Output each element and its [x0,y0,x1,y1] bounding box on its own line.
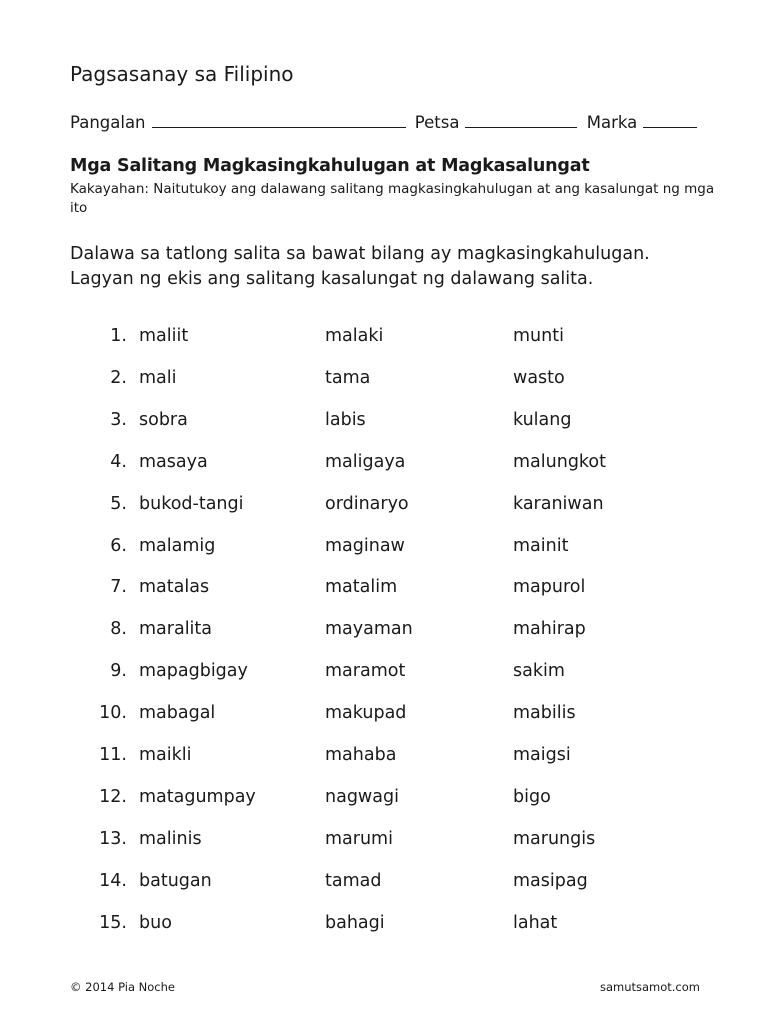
grade-blank[interactable] [643,113,697,128]
list-item [0,326,768,350]
word-choice-3[interactable]: malungkot [513,451,607,472]
skill-description: Kakayahan: Naitutukoy ang dalawang salitang magkasingkahulugan at ang kasalungat ng mga ito [70,181,715,216]
word-choice-1[interactable]: mapagbigay [139,661,248,682]
list-item [0,913,768,937]
item-number: 6. [110,535,127,556]
word-choice-3[interactable]: kulang [513,409,572,430]
word-choice-3[interactable]: maigsi [513,745,571,765]
word-choice-2[interactable]: marumi [325,828,393,849]
list-item [0,703,768,727]
word-choice-1[interactable]: batugan [139,870,212,891]
word-choice-2[interactable]: tamad [325,870,382,891]
list-item [0,494,768,518]
word-choice-3[interactable]: marungis [513,828,596,849]
word-choice-3[interactable]: masipag [513,870,588,891]
date-blank[interactable] [465,113,577,128]
item-number: 10. [99,703,127,724]
list-item [0,871,768,895]
word-choice-3[interactable]: mapurol [513,577,586,598]
word-choice-3[interactable]: lahat [513,912,558,933]
word-choice-3[interactable]: sakim [513,661,565,682]
copyright-notice: © 2014 Pia Noche [70,980,175,994]
word-choice-1[interactable]: matalas [139,577,210,598]
grade-label: Marka [586,113,638,132]
word-choice-2[interactable]: malaki [325,326,384,346]
word-choice-3[interactable]: mainit [513,535,569,556]
item-number: 11. [99,745,127,765]
list-item [0,410,768,434]
item-number: 2. [110,367,127,388]
word-choice-3[interactable]: munti [513,326,564,346]
list-item [0,368,768,392]
section-heading: Mga Salitang Magkasingkahulugan at Magkasalungat [70,156,590,176]
word-choice-3[interactable]: karaniwan [513,493,604,514]
word-choice-2[interactable]: ordinaryo [325,493,409,514]
name-label: Pangalan [70,113,146,132]
word-choice-1[interactable]: malamig [139,535,216,556]
word-choice-1[interactable]: bukod-tangi [139,493,244,514]
item-number: 14. [99,870,127,891]
item-number: 5. [110,493,127,514]
instructions: Dalawa sa tatlong salita sa bawat bilang ay magkasingkahulugan. Lagyan ng ekis ang salitang kasalungat ng dalawang salita. [70,244,650,289]
list-item [0,619,768,643]
word-choice-2[interactable]: tama [325,367,371,388]
item-number: 1. [110,326,127,346]
word-choice-2[interactable]: maramot [325,661,406,682]
item-number: 13. [99,828,127,849]
word-choice-3[interactable]: mahirap [513,619,586,640]
list-item [0,745,768,769]
word-choice-1[interactable]: masaya [139,451,208,472]
word-choice-1[interactable]: mabagal [139,703,216,724]
website-credit: samutsamot.com [599,980,700,994]
word-choice-2[interactable]: matalim [325,577,398,598]
item-number: 15. [99,912,127,933]
word-choice-1[interactable]: malinis [139,828,202,849]
word-choice-2[interactable]: nagwagi [325,786,399,807]
word-choice-1[interactable]: matagumpay [139,786,256,807]
word-choice-2[interactable]: mahaba [325,745,397,765]
list-item [0,577,768,601]
word-choice-2[interactable]: bahagi [325,912,385,933]
word-choice-1[interactable]: mali [139,367,177,388]
item-number: 4. [110,451,127,472]
list-item [0,452,768,476]
item-number: 7. [110,577,127,598]
word-choice-2[interactable]: maligaya [325,451,406,472]
date-label: Petsa [414,113,460,132]
item-number: 9. [110,661,127,682]
student-info-fields [70,113,701,132]
word-choice-2[interactable]: maginaw [325,535,405,556]
word-choice-1[interactable]: sobra [139,409,188,430]
word-choice-1[interactable]: maralita [139,619,212,640]
item-number: 3. [110,409,127,430]
word-choice-3[interactable]: wasto [513,367,565,388]
word-choice-2[interactable]: makupad [325,703,407,724]
word-choice-1[interactable]: buo [139,912,172,933]
item-number: 8. [110,619,127,640]
list-item [0,536,768,560]
word-choice-2[interactable]: labis [325,409,366,430]
name-blank[interactable] [152,113,406,128]
word-choice-3[interactable]: mabilis [513,703,576,724]
worksheet-title: Pagsasanay sa Filipino [70,62,294,86]
list-item [0,787,768,811]
word-choice-1[interactable]: maikli [139,745,192,765]
item-number: 12. [99,786,127,807]
list-item [0,829,768,853]
word-choice-3[interactable]: bigo [513,786,551,807]
list-item [0,661,768,685]
word-choice-2[interactable]: mayaman [325,619,413,640]
word-choice-1[interactable]: maliit [139,326,189,346]
